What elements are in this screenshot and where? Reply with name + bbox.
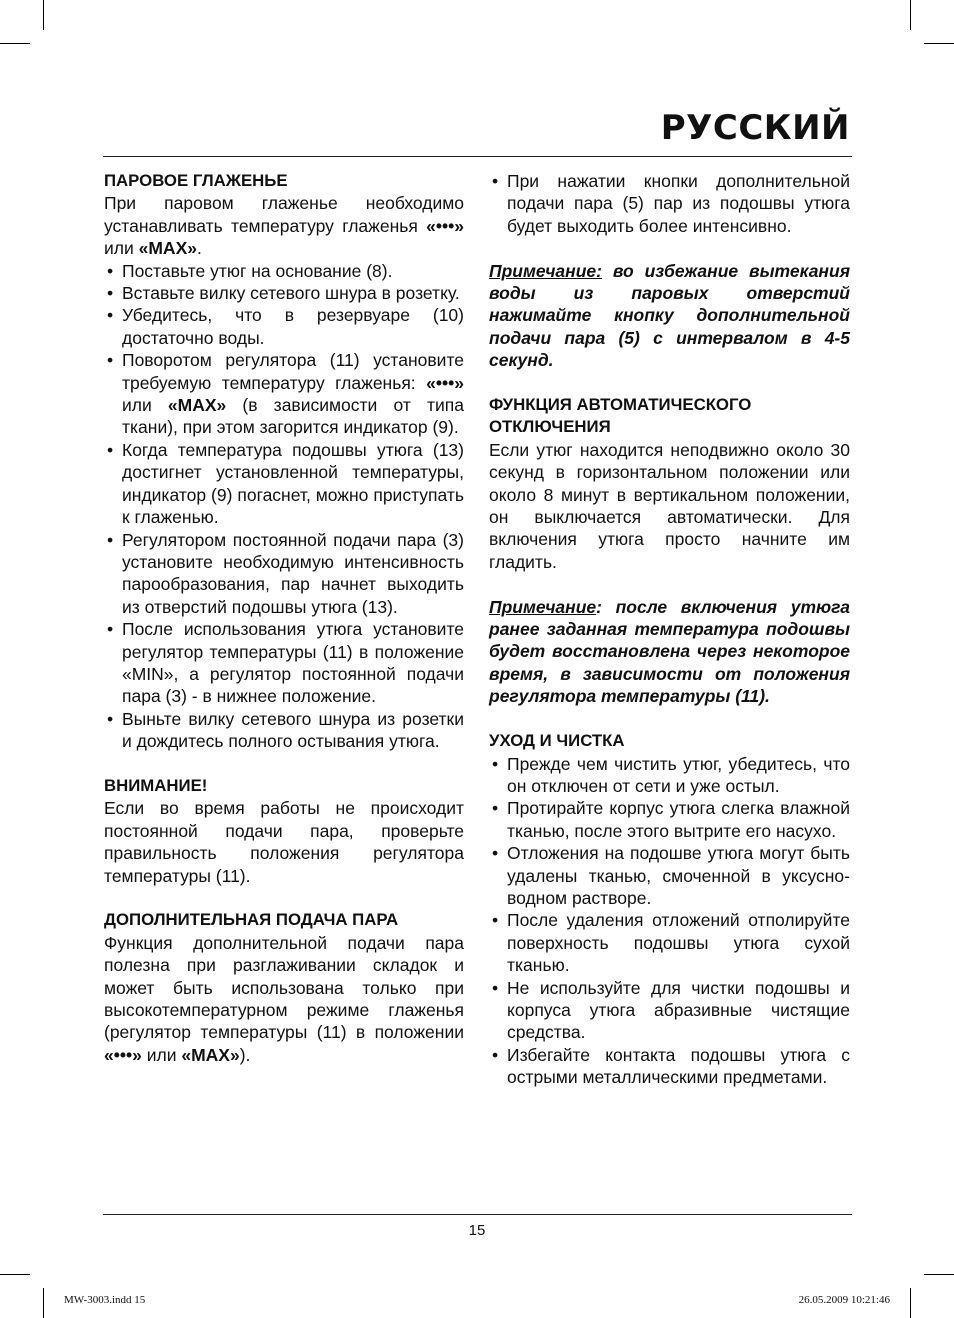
list-item-text: Регулятором постоянной подачи пара (3) установите необходимую интенсивность парообразования, пар начнет выходить из отверстий подошвы утюга (13).	[122, 529, 464, 617]
list-item-text: При нажатии кнопки дополнительной подачи пара (5) пар из подошвы утюга будет выходить более интенсивно.	[507, 171, 850, 236]
footer-rule	[103, 1214, 852, 1215]
list-item-text: Протирайте корпус утюга слегка влажной тканью, после этого вытрите его насухо.	[507, 798, 850, 841]
page-language-title: РУССКИЙ	[660, 108, 850, 148]
care-list	[489, 753, 850, 1089]
list-item-dots: «•••»	[426, 372, 464, 393]
list-item-or: или	[122, 395, 168, 416]
note-auto-off	[489, 596, 850, 708]
list-item: • Избегайте контакта подошвы утюга с острыми металлическими предметами.	[492, 1044, 850, 1088]
list-item-text: Когда температура подошвы утюга (13) достигнет установленной температуры, индикатор (9) погаснет, можно приступать к глаженью.	[122, 439, 464, 528]
section-title-steam-ironing: ПАРОВОЕ ГЛАЖЕНЬЕ	[104, 171, 288, 190]
list-item-text: Поворотом регулятора (11) установите требуемую температуру глаженья:	[122, 350, 464, 393]
list-item-text-end: (в зависимости от типа ткани), при этом загорится индикатор (9).	[122, 395, 464, 438]
intro-end: .	[196, 238, 202, 259]
list-item-text: Избегайте контакта подошвы утюга с острыми металлическими предметами.	[507, 1044, 850, 1088]
list-item: • После использования утюга установите регулятор температуры (11) в положение «MIN», а регулятор постоянной подачи пара (3) - в нижнее положение.	[107, 619, 464, 707]
extra-steam-end: ).	[239, 1044, 251, 1065]
auto-off-text: Если утюг находится неподвижно около 30 секунд в горизонтальном положении или около 8 минут в вертикальном положении, он выключается автоматически. Для включения утюга просто начните им гладить.	[489, 439, 850, 572]
extra-steam-list	[489, 170, 850, 237]
crop-mark	[910, 1288, 911, 1318]
crop-mark	[924, 1274, 954, 1275]
list-item: • Выньте вилку сетевого шнура из розетки и дождитесь полного остывания утюга.	[107, 708, 464, 752]
warning-text: Если во время работы не происходит постоянной подачи пара, проверьте правильность положения регулятора температуры (11).	[104, 798, 464, 886]
list-item-text: Прежде чем чистить утюг, убедитесь, что он отключен от сети и уже остыл.	[507, 753, 850, 796]
crop-mark	[43, 0, 44, 30]
list-item: • Поворотом регулятора (11) установите требуемую температуру глаженья: «•••» или «MAX» (в зависимости от типа ткани), при этом загорится индикатор (9).	[107, 350, 464, 438]
list-item-text: Выньте вилку сетевого шнура из розетки и дождитесь полного остывания утюга.	[122, 708, 464, 752]
note-extra-steam	[489, 260, 850, 372]
left-column	[104, 170, 464, 1066]
extra-steam-text	[104, 932, 464, 1066]
list-item-text: Убедитесь, что в резервуаре (10) достаточно воды.	[122, 305, 464, 348]
list-item: • При нажатии кнопки дополнительной подачи пара (5) пар из подошвы утюга будет выходить более интенсивно.	[492, 171, 850, 236]
intro-dots: «•••»	[426, 215, 464, 236]
crop-mark	[43, 1288, 44, 1318]
note-label: Примечание	[489, 596, 597, 617]
list-item: • Отложения на подошве утюга могут быть удалены тканью, смоченной в уксусно-водном растворе.	[492, 843, 850, 908]
list-item: • После удаления отложений отполируйте поверхность подошвы утюга сухой тканью.	[492, 910, 850, 976]
header-rule	[103, 156, 852, 157]
date-slug: 26.05.2009 10:21:46	[798, 1294, 890, 1306]
list-item: • Регулятором постоянной подачи пара (3) установите необходимую интенсивность парообразования, пар начнет выходить из отверстий подошвы утюга (13).	[107, 529, 464, 617]
section-title-warning: ВНИМАНИЕ!	[104, 775, 208, 795]
section-title-extra-steam: ДОПОЛНИТЕЛЬНАЯ ПОДАЧА ПАРА	[104, 910, 399, 930]
steam-ironing-list	[104, 260, 464, 753]
section-title-care: УХОД И ЧИСТКА	[489, 731, 625, 751]
extra-steam-max: «MAX»	[181, 1044, 240, 1065]
crop-mark	[0, 1274, 30, 1275]
extra-steam-text-a: Функция дополнительной подачи пара полезна при разглаживании складок и может быть использована только при высокотемпературном режиме глаженья (регулятор температуры (11) в положении	[104, 932, 464, 1043]
page-number: 15	[468, 1222, 486, 1239]
right-column	[489, 170, 850, 1089]
list-item: • Протирайте корпус утюга слегка влажной тканью, после этого вытрите его насухо.	[492, 798, 850, 841]
list-item: • Убедитесь, что в резервуаре (10) достаточно воды.	[107, 305, 464, 348]
intro-text: При паровом глаженье необходимо устанавливать температуру глаженья	[104, 193, 464, 236]
list-item-text: Поставьте утюг на основание (8).	[122, 260, 393, 281]
list-item-text: Отложения на подошве утюга могут быть удалены тканью, смоченной в уксусно-водном растворе.	[507, 843, 850, 908]
extra-steam-or: или	[141, 1044, 182, 1065]
list-item: • Поставьте утюг на основание (8).	[107, 260, 393, 281]
list-item: • Не используйте для чистки подошвы и корпуса утюга абразивные чистящие средства.	[492, 977, 850, 1043]
list-item: • Вставьте вилку сетевого шнура в розетку.	[107, 283, 460, 304]
note-label: Примечание:	[489, 260, 602, 281]
list-item-text: После удаления отложений отполируйте поверхность подошвы утюга сухой тканью.	[507, 910, 850, 976]
crop-mark	[924, 43, 954, 44]
intro-max: «MAX»	[138, 238, 197, 259]
title-line: ФУНКЦИЯ АВТОМАТИЧЕСКОГО	[489, 395, 752, 415]
note-text: во избежание вытекания воды из паровых отверстий нажимайте кнопку дополнительной подачи пара (5) с интервалом в 4-5 секунд.	[489, 260, 850, 371]
list-item: • Прежде чем чистить утюг, убедитесь, что он отключен от сети и уже остыл.	[492, 753, 850, 796]
intro-or: или	[104, 238, 139, 259]
steam-ironing-intro	[104, 192, 464, 259]
crop-mark	[910, 0, 911, 30]
extra-steam-dots: «•••»	[104, 1044, 142, 1065]
note-text: : после включения утюга ранее заданная температура подошвы будет восстановлена через некоторое время, в зависимости от положения регулятора температуры (11).	[489, 596, 850, 707]
file-slug: MW-3003.indd 15	[64, 1294, 146, 1306]
list-item-text: После использования утюга установите регулятор температуры (11) в положение «MIN», а регулятор постоянной подачи пара (3) - в нижнее положение.	[122, 619, 464, 707]
list-item-text: Не используйте для чистки подошвы и корпуса утюга абразивные чистящие средства.	[507, 977, 850, 1043]
list-item-text: Вставьте вилку сетевого шнура в розетку.	[122, 283, 460, 304]
list-item-max: «MAX»	[167, 395, 227, 416]
section-title-auto-off	[489, 394, 850, 439]
list-item: • Когда температура подошвы утюга (13) достигнет установленной температуры, индикатор (9) погаснет, можно приступать к глаженью.	[107, 439, 464, 528]
crop-mark	[0, 43, 30, 44]
title-line: ОТКЛЮЧЕНИЯ	[489, 417, 611, 437]
